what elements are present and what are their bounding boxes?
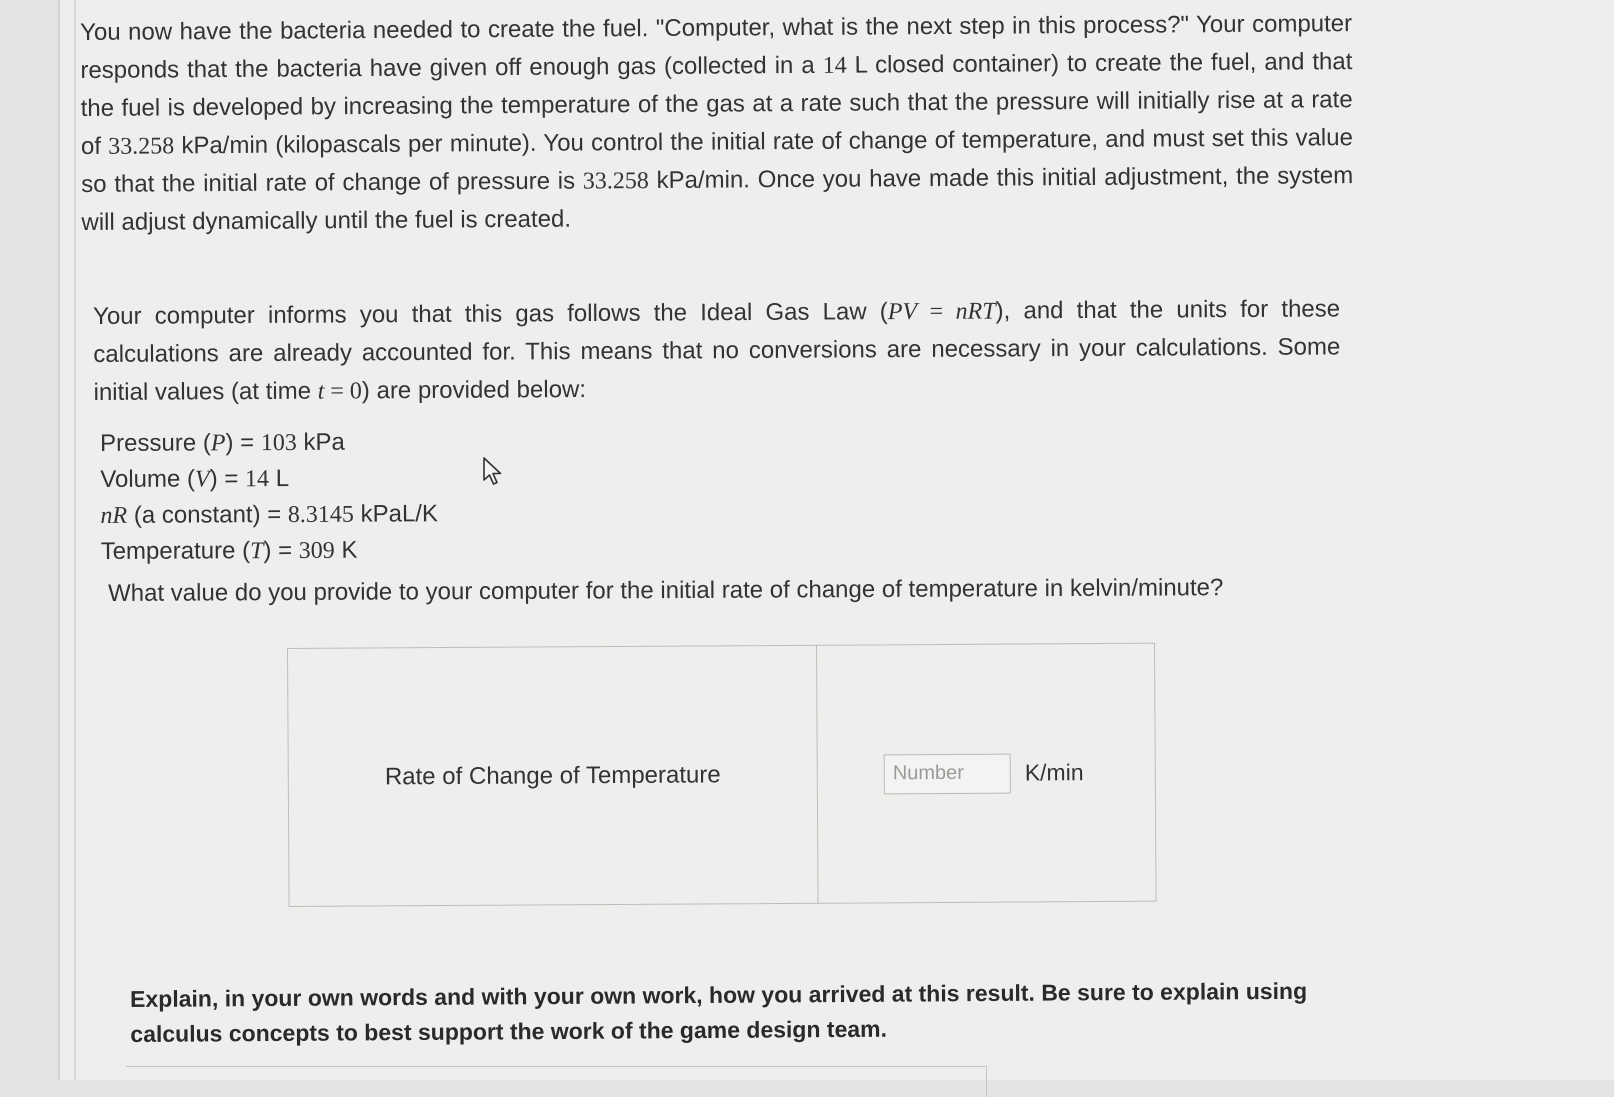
answer-label: Rate of Change of Temperature bbox=[384, 760, 721, 790]
explain-instructions: Explain, in your own words and with your own work, how you arrived at this result. Be sure to explain using calculus concepts to best support the work of the game design team. bbox=[130, 977, 1308, 1047]
pressure-rate-value: 33.258 bbox=[108, 133, 175, 160]
pressure-row bbox=[100, 424, 438, 462]
pressure-rate-value-2: 33.258 bbox=[582, 168, 649, 195]
question-text: What value do you provide to your computer for the initial rate of change of temperature in kelvin/minute? bbox=[108, 574, 1224, 607]
nr-symbol: nR bbox=[100, 502, 128, 529]
volume-label: Volume ( bbox=[100, 465, 196, 493]
temperature-equals: ) = bbox=[263, 536, 299, 565]
time-variable: t bbox=[317, 378, 325, 405]
gas-text-1: Your computer informs you that this gas follows the Ideal Gas Law ( bbox=[93, 298, 888, 330]
answer-table bbox=[287, 643, 1157, 907]
content-left-border bbox=[74, 0, 76, 1080]
intro-text-1: You now have the bacteria needed to create the fuel. "Computer, what is the next step in this process?" Your computer responds that the bacteria have given off enough gas (collected in a bbox=[80, 10, 1353, 84]
nr-label: (a constant) = bbox=[127, 501, 288, 529]
pressure-label: Pressure ( bbox=[100, 429, 211, 457]
pressure-equals: ) = bbox=[225, 429, 261, 457]
law-pv: PV bbox=[887, 298, 918, 326]
pressure-value: 103 bbox=[260, 429, 297, 457]
answer-label-cell bbox=[288, 646, 819, 906]
temperature-value: 309 bbox=[298, 537, 335, 564]
pressure-symbol: P bbox=[210, 430, 226, 457]
rate-number-input[interactable] bbox=[884, 753, 1011, 794]
temperature-unit: K bbox=[334, 536, 358, 564]
problem-intro-paragraph bbox=[80, 5, 1354, 242]
pressure-unit: kPa bbox=[296, 428, 345, 456]
mouse-pointer-icon bbox=[482, 456, 504, 486]
intro-text-4: kPa/min. Once you have made this initial adjustment, the system will adjust dynamically until the fuel is created. bbox=[81, 162, 1354, 236]
time-equals: = bbox=[324, 378, 350, 405]
temperature-label: Temperature ( bbox=[100, 537, 251, 565]
volume-row bbox=[100, 460, 438, 498]
explanation-textbox[interactable] bbox=[126, 1066, 987, 1097]
rate-unit: K/min bbox=[1024, 759, 1084, 786]
gas-text-2: ), and that the units for these calculations are already accounted for. This means that no conversions are necessary in your calculations. Some initial values (at time bbox=[93, 295, 1341, 406]
initial-values-list bbox=[100, 424, 438, 570]
volume-symbol: V bbox=[194, 466, 210, 493]
time-value: 0 bbox=[349, 378, 362, 405]
nr-unit: kPaL/K bbox=[353, 500, 439, 528]
answer-input-cell bbox=[817, 644, 1156, 903]
intro-text-3: kPa/min (kilopascals per minute). You control the initial rate of change of temperature, and must set this value so that the initial rate of change of pressure is bbox=[81, 124, 1353, 198]
temperature-symbol: T bbox=[249, 538, 264, 565]
law-nrt: nRT bbox=[955, 298, 996, 325]
nr-row bbox=[100, 496, 438, 534]
nr-value: 8.3145 bbox=[287, 501, 354, 529]
law-equals: = bbox=[917, 298, 956, 325]
gas-text-3: ) are provided below: bbox=[361, 375, 587, 405]
volume-unit: L bbox=[268, 465, 290, 493]
volume-equals: ) = bbox=[209, 465, 246, 493]
container-volume-value: 14 bbox=[822, 52, 847, 79]
ideal-gas-paragraph bbox=[93, 290, 1341, 412]
volume-value: 14 bbox=[244, 466, 270, 493]
intro-text-2: L closed container) to create the fuel, and that the fuel is developed by increasing the temperature of the gas at a rate such that the pressure will initially rise at a rate of bbox=[80, 48, 1353, 160]
temperature-row bbox=[101, 532, 439, 570]
